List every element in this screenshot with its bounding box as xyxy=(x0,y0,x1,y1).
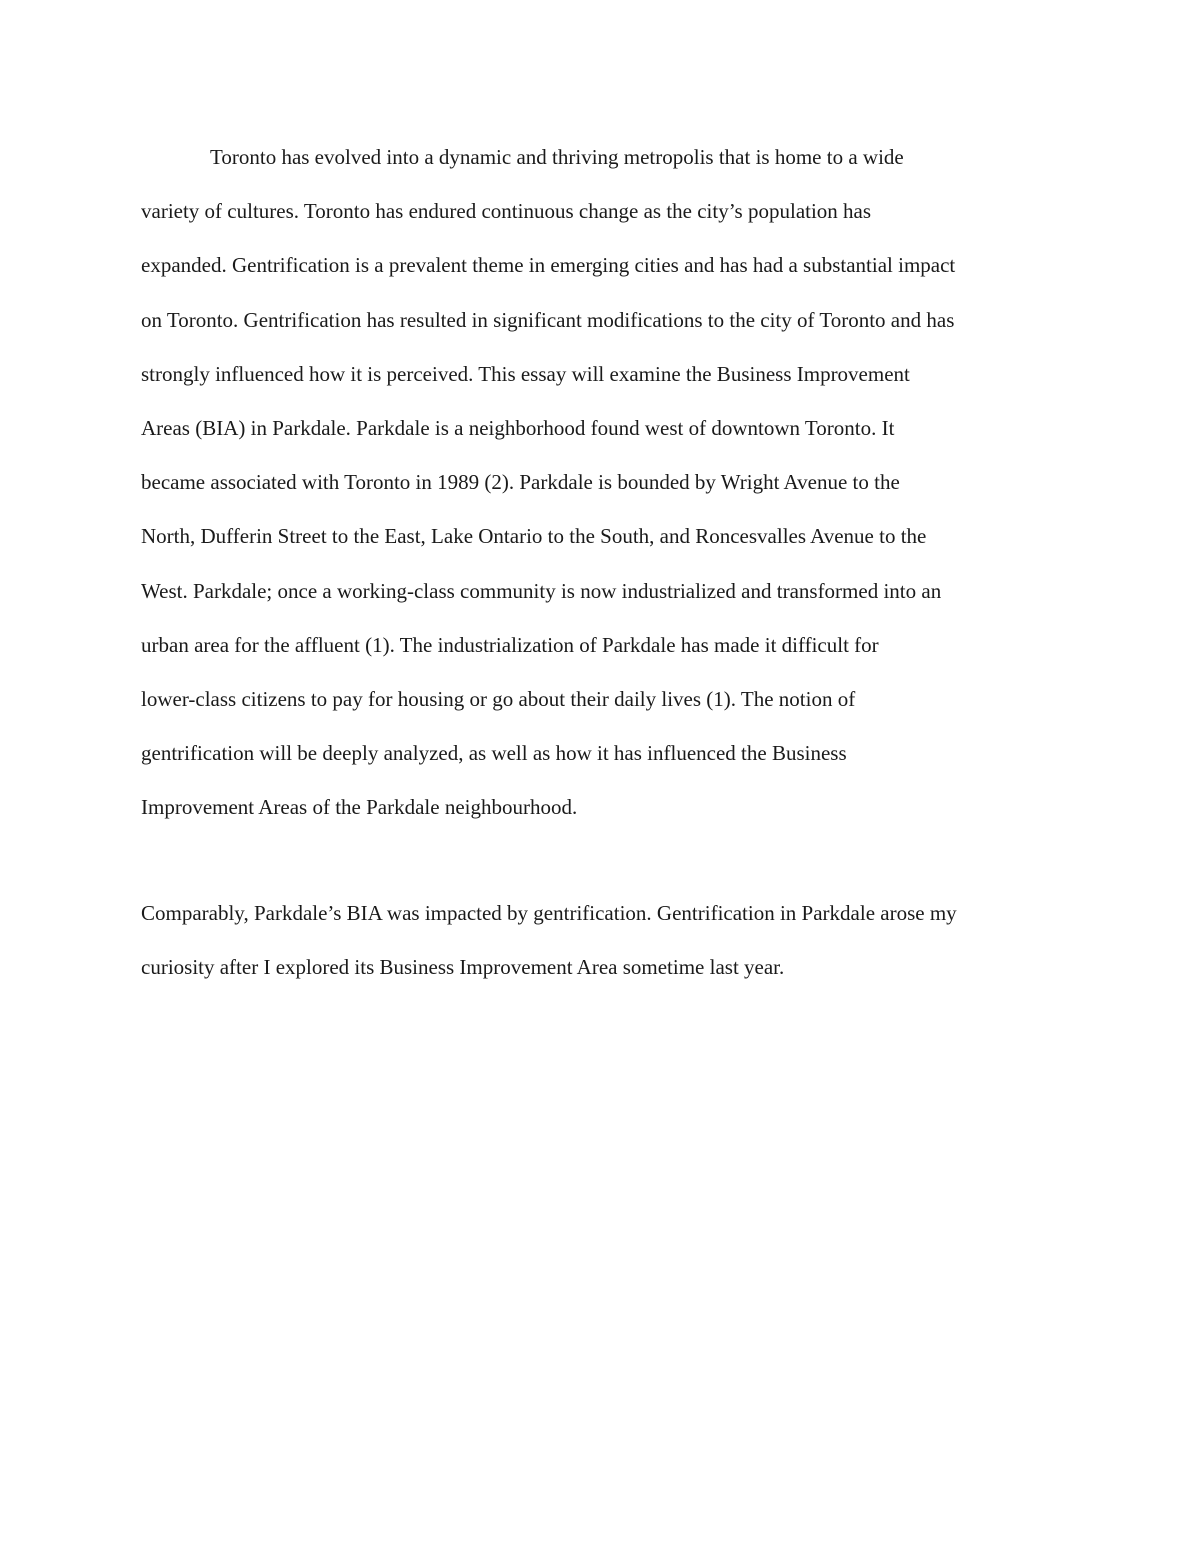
text-line: expanded. Gentrification is a prevalent theme in emerging cities and has had a substantial impact xyxy=(141,253,956,278)
text-line: West. Parkdale; once a working-class community is now industrialized and transformed into an xyxy=(141,578,942,603)
text-line: urban area for the affluent (1). The industrialization of Parkdale has made it difficult for xyxy=(141,632,879,657)
text-line: strongly influenced how it is perceived. This essay will examine the Business Improvement xyxy=(141,361,910,386)
text-line: variety of cultures. Toronto has endured continuous change as the city’s population has xyxy=(141,199,872,224)
text-line: lower-class citizens to pay for housing or go about their daily lives (1). The notion of xyxy=(141,686,856,711)
text-line: became associated with Toronto in 1989 (2). Parkdale is bounded by Wright Avenue to the xyxy=(141,470,900,495)
text-line: Improvement Areas of the Parkdale neighbourhood. xyxy=(141,795,578,820)
text-line: Areas (BIA) in Parkdale. Parkdale is a neighborhood found west of downtown Toronto. It xyxy=(141,415,895,440)
paragraph-introduction xyxy=(141,130,1076,834)
text-line: gentrification will be deeply analyzed, as well as how it has influenced the Business xyxy=(141,741,847,766)
paragraph-second xyxy=(141,886,1076,994)
text-line: on Toronto. Gentrification has resulted in significant modifications to the city of Toronto and has xyxy=(141,307,955,332)
text-line: curiosity after I explored its Business Improvement Area sometime last year. xyxy=(141,955,785,980)
text-line: Toronto has evolved into a dynamic and thriving metropolis that is home to a wide xyxy=(210,145,904,169)
text-line: North, Dufferin Street to the East, Lake Ontario to the South, and Roncesvalles Avenue to the xyxy=(141,524,927,549)
text-line: Comparably, Parkdale’s BIA was impacted by gentrification. Gentrification in Parkdale arose my xyxy=(141,901,957,925)
